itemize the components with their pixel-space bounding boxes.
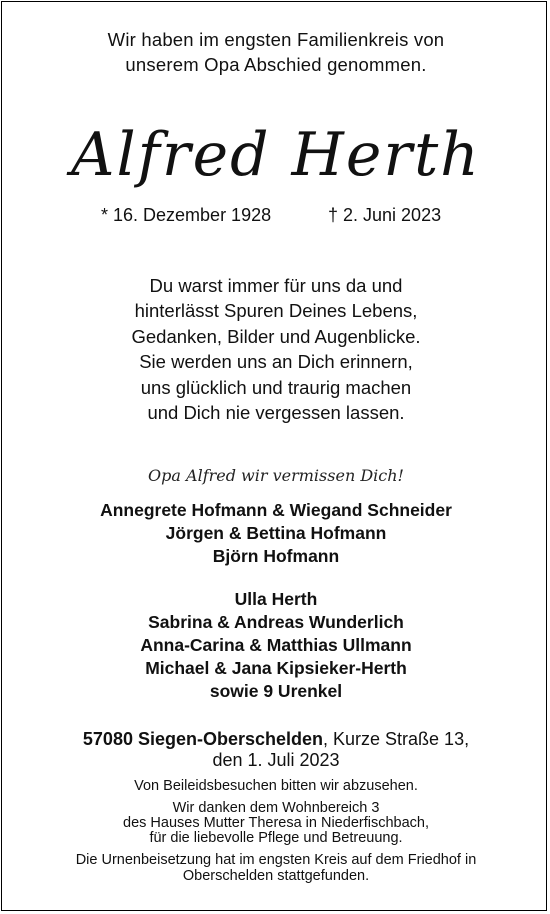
poem-line-1: Du warst immer für uns da und: [149, 275, 403, 296]
birth-date: * 16. Dezember 1928: [101, 205, 272, 225]
family-line-4: Ulla Herth: [234, 589, 318, 609]
note-line-2: Wir danken dem Wohnbereich 3: [172, 800, 380, 816]
obituary-frame: [1, 1, 547, 911]
intro-line-2: unserem Opa Abschied genommen.: [125, 54, 427, 75]
family-line-6: Anna-Carina & Matthias Ullmann: [140, 635, 412, 655]
deceased-name: Alfred Herth: [71, 120, 481, 190]
note-line-3: des Hauses Mutter Theresa in Niederfischbach,: [123, 815, 429, 831]
poem-line-6: und Dich nie vergessen lassen.: [147, 402, 405, 423]
note-line-4: für die liebevolle Pflege und Betreuung.: [149, 830, 403, 846]
intro-line-1: Wir haben im engsten Familienkreis von: [107, 29, 445, 50]
family-line-3: Björn Hofmann: [212, 546, 340, 566]
family-line-2: Jörgen & Bettina Hofmann: [165, 523, 387, 543]
poem-line-2: hinterlässt Spuren Deines Lebens,: [134, 300, 418, 321]
place-date: den 1. Juli 2023: [212, 750, 340, 770]
poem-line-5: uns glücklich und traurig machen: [140, 377, 412, 398]
poem-line-4: Sie werden uns an Dich erinnern,: [139, 351, 413, 372]
family-line-5: Sabrina & Andreas Wunderlich: [148, 612, 404, 632]
family-line-8: sowie 9 Urenkel: [209, 681, 343, 701]
note-line-6: Oberschelden stattgefunden.: [182, 868, 370, 884]
family-line-7: Michael & Jana Kipsieker-Herth: [145, 658, 407, 678]
note-line-5: Die Urnenbeisetzung hat im engsten Kreis auf dem Friedhof in: [75, 852, 477, 868]
place-city: 57080 Siegen-Oberschelden: [82, 729, 324, 749]
place-street: , Kurze Straße 13,: [323, 729, 470, 749]
life-dates: [2, 205, 550, 229]
motto: Opa Alfred wir vermissen Dich!: [148, 466, 404, 485]
note-line-1: Von Beileidsbesuchen bitten wir abzusehen.: [134, 778, 418, 794]
place-line: [2, 729, 550, 750]
family-line-1: Annegrete Hofmann & Wiegand Schneider: [100, 500, 452, 520]
poem-line-3: Gedanken, Bilder und Augenblicke.: [131, 326, 421, 347]
death-date: † 2. Juni 2023: [328, 205, 442, 225]
